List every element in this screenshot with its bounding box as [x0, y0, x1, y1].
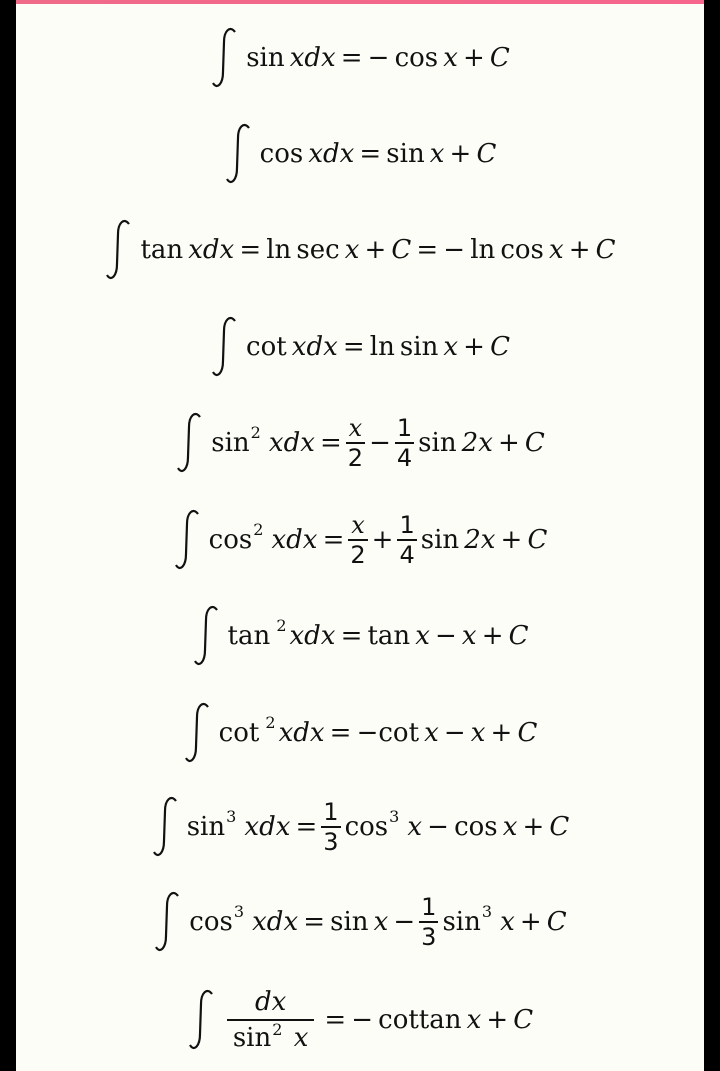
formula-7 — [0, 596, 720, 676]
var-xdx: xdx — [308, 139, 355, 169]
minus: − — [351, 1005, 374, 1035]
fn-cot: cot — [246, 332, 287, 362]
fn-sin: sin — [211, 428, 250, 458]
var-xdx: xdx — [291, 332, 338, 362]
var-2x: 2x — [461, 428, 493, 458]
var-x: x — [443, 43, 458, 73]
var-x: x — [429, 139, 445, 169]
numerator: 1 — [421, 893, 437, 921]
numerator: 1 — [399, 511, 415, 539]
plus: + — [462, 43, 485, 73]
formula-3 — [0, 210, 720, 290]
integral-icon — [210, 26, 240, 90]
fn-sin: sin — [420, 525, 460, 555]
fn-sin: sin — [386, 139, 425, 169]
equals: = — [322, 525, 345, 555]
fn-tan: tan — [227, 621, 271, 651]
denominator: 4 — [399, 541, 415, 569]
plus: + — [486, 1005, 509, 1035]
exponent: 2 — [253, 519, 264, 539]
plus: + — [490, 718, 513, 748]
integral-icon — [104, 218, 134, 282]
var-x: x — [470, 718, 486, 748]
fn-sin: sin — [246, 43, 285, 73]
minus: − — [393, 907, 416, 937]
minus: − — [443, 235, 466, 265]
exponent: 2 — [276, 615, 287, 635]
equals: = — [340, 621, 363, 651]
var-x: x — [424, 718, 439, 748]
var-xdx: xdx — [252, 907, 299, 937]
var-x: x — [344, 235, 360, 265]
var-x: x — [443, 332, 459, 362]
var-xdx: xdx — [271, 525, 318, 555]
var-x: x — [373, 907, 389, 937]
integral-icon — [187, 988, 217, 1052]
equals: = — [329, 718, 352, 748]
numerator: 1 — [323, 798, 339, 826]
var-xdx: xdx — [244, 812, 291, 842]
integral-icon — [192, 604, 222, 668]
var-xdx: xdx — [289, 621, 336, 651]
fn-cos: cos — [208, 525, 253, 555]
fn-sin: sin — [186, 812, 226, 842]
fn-cos: cos — [189, 907, 233, 937]
integral-icon — [210, 315, 240, 379]
equals: = — [303, 907, 326, 937]
var-x: x — [407, 812, 423, 842]
exponent: 3 — [389, 806, 400, 826]
formula-4 — [0, 307, 720, 387]
fn-sin: sin — [399, 332, 439, 362]
fn-cos: cos — [259, 139, 304, 169]
formula-5 — [0, 403, 720, 483]
fn-ln: ln — [369, 332, 395, 362]
equals: = — [324, 1005, 347, 1035]
minus: − — [367, 43, 390, 73]
const-c: C — [476, 139, 497, 169]
fn-ln: ln — [470, 235, 496, 265]
numerator: x — [348, 414, 363, 442]
denominator — [227, 1019, 315, 1051]
fn-sin: sin — [442, 907, 481, 937]
plus: + — [371, 525, 394, 555]
plus: + — [500, 525, 523, 555]
const-c: C — [595, 235, 616, 265]
formula-9 — [0, 787, 720, 867]
equals: = — [295, 812, 318, 842]
var-xdx: xdx — [188, 235, 235, 265]
const-c: C — [527, 525, 548, 555]
integral-icon — [173, 508, 203, 572]
exponent: 3 — [226, 806, 237, 826]
plus: + — [364, 235, 387, 265]
var-x: x — [461, 621, 477, 651]
numerator: x — [351, 511, 365, 539]
formula-1 — [0, 18, 720, 98]
denominator: 3 — [421, 923, 437, 951]
const-c: C — [490, 332, 510, 362]
accent-bar — [16, 0, 704, 4]
exponent: 3 — [233, 901, 245, 921]
plus: + — [463, 332, 485, 362]
fn-ln: ln — [266, 235, 292, 265]
plus: + — [519, 907, 542, 937]
plus: + — [522, 812, 545, 842]
denominator: 3 — [323, 828, 339, 856]
fn-cos: cos — [344, 812, 389, 842]
const-c: C — [391, 235, 412, 265]
exponent: 2 — [265, 712, 276, 732]
fn-cos: cos — [500, 235, 544, 265]
minus: − — [356, 718, 379, 748]
fraction-x-over-2 — [348, 513, 367, 567]
denominator: 2 — [350, 541, 366, 569]
denominator: 4 — [396, 444, 413, 472]
fn-cottan: cottan — [378, 1005, 462, 1035]
var-2x: 2x — [464, 525, 496, 555]
fraction-dx-over-sin2x — [227, 989, 315, 1051]
minus: − — [443, 718, 466, 748]
formula-10 — [0, 882, 720, 962]
integral-icon — [175, 411, 205, 475]
fn-tan: tan — [140, 235, 184, 265]
plus: + — [449, 139, 472, 169]
const-c: C — [549, 812, 570, 842]
formula-8 — [0, 693, 720, 773]
fn-cos: cos — [394, 43, 439, 73]
plus: + — [568, 235, 591, 265]
fraction-1-over-3 — [419, 895, 438, 949]
var-xdx: xdx — [268, 428, 315, 458]
fn-cot: cot — [218, 718, 260, 748]
var-x: x — [500, 907, 515, 937]
equals: = — [342, 332, 365, 362]
exponent: 2 — [250, 422, 261, 442]
exponent: 3 — [481, 901, 493, 921]
fn-sin: sin — [418, 428, 457, 458]
fn-sin: sin — [330, 907, 369, 937]
equals: = — [239, 235, 262, 265]
const-c: C — [489, 43, 510, 73]
equals: = — [416, 235, 439, 265]
denominator: 2 — [347, 444, 364, 472]
minus: − — [427, 812, 449, 842]
fraction-1-over-3 — [321, 800, 340, 854]
const-c: C — [546, 907, 567, 937]
formula-6 — [0, 500, 720, 580]
const-c: C — [517, 718, 538, 748]
fraction-1-over-4 — [395, 416, 414, 470]
integral-icon — [151, 795, 181, 859]
fn-sec: sec — [296, 235, 340, 265]
equals: = — [359, 139, 382, 169]
fraction-1-over-4 — [397, 513, 416, 567]
var-xdx: xdx — [278, 718, 325, 748]
integral-icon — [183, 701, 213, 765]
var-x: x — [415, 621, 430, 651]
integral-icon — [153, 890, 183, 954]
formula-11 — [0, 980, 720, 1060]
plus: + — [497, 428, 520, 458]
fn-tan: tan — [367, 621, 411, 651]
numerator: dx — [254, 987, 287, 1017]
const-c: C — [524, 428, 545, 458]
var-x: x — [549, 235, 564, 265]
equals: = — [320, 428, 342, 458]
const-c: C — [508, 621, 529, 651]
const-c: C — [513, 1005, 534, 1035]
numerator: 1 — [396, 414, 413, 442]
fn-cos: cos — [454, 812, 498, 842]
plus: + — [481, 621, 504, 651]
fn-cot: cot — [378, 718, 420, 748]
var-x: x — [466, 1005, 482, 1035]
formula-2 — [0, 114, 720, 194]
exponent: 2 — [272, 1020, 283, 1039]
integral-icon — [224, 122, 254, 186]
fraction-x-over-2 — [346, 416, 365, 470]
var-xdx: xdx — [289, 43, 336, 73]
fn-sin: sin — [232, 1023, 272, 1053]
minus: − — [435, 621, 457, 651]
var-x: x — [502, 812, 518, 842]
var-x: x — [293, 1023, 309, 1053]
minus: − — [369, 428, 391, 458]
equals: = — [340, 43, 363, 73]
